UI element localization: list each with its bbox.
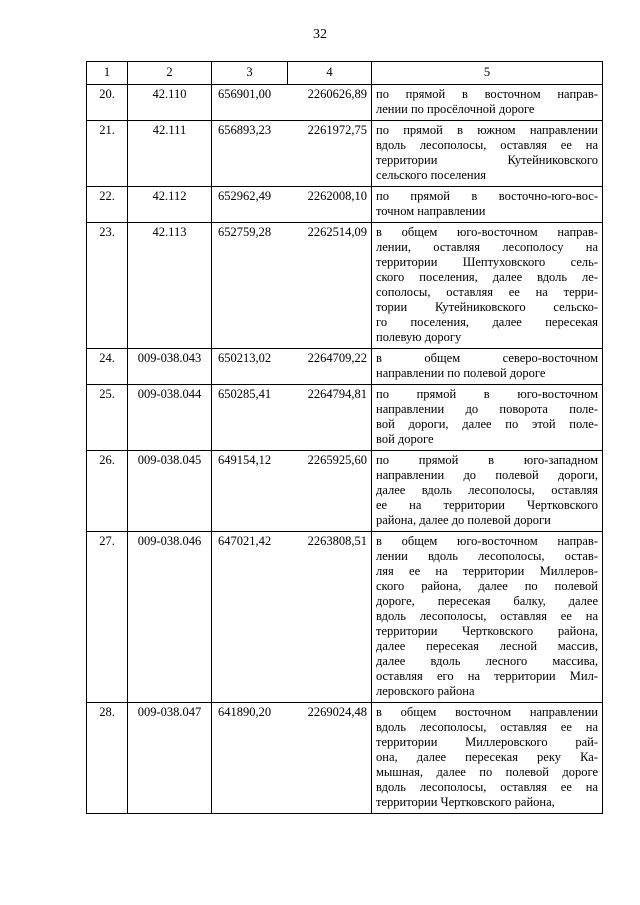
header-cell: 2	[128, 62, 212, 85]
description-line: мышная, далее по полевой дороге	[376, 765, 598, 779]
header-cell: 3	[212, 62, 288, 85]
coordinates-table	[86, 61, 603, 814]
description-line: полевую дорогу	[376, 330, 462, 344]
description-line: в общем юго-восточном направ-	[376, 534, 598, 548]
row-number-cell: 26.	[87, 451, 128, 532]
description-line: по прямой в восточно-юго-вос-	[376, 189, 598, 203]
description-line: по прямой в восточном направ-	[376, 87, 598, 101]
description-cell	[372, 85, 603, 121]
point-code-cell: 009-038.045	[128, 451, 212, 532]
description-line: территории Кутейниковского	[376, 153, 598, 167]
description-line: по прямой в южном направлении	[376, 123, 598, 137]
description-line: по прямой в юго-западном	[376, 453, 598, 467]
table-header-row	[87, 62, 603, 85]
description-line: в общем северо-восточном	[376, 351, 598, 365]
description-cell	[372, 532, 603, 703]
description-line: ского поселения, далее вдоль ле-	[376, 270, 598, 284]
coordinate-x-cell: 649154,12	[212, 451, 288, 532]
description-line: точном направлении	[376, 204, 486, 218]
coordinate-y-cell: 2264794,81	[288, 385, 372, 451]
coordinate-y-cell: 2264709,22	[288, 349, 372, 385]
description-line: лении по просёлочной дороге	[376, 102, 535, 116]
row-number-cell: 27.	[87, 532, 128, 703]
coordinate-y-cell: 2263808,51	[288, 532, 372, 703]
coordinate-x-cell: 641890,20	[212, 703, 288, 814]
description-line: вой дороги, далее по этой поле-	[376, 417, 598, 431]
coordinate-x-cell: 650285,41	[212, 385, 288, 451]
description-line: ского района, далее по полевой	[376, 579, 598, 593]
description-line: территории Миллеровского рай-	[376, 735, 598, 749]
coordinate-x-cell: 650213,02	[212, 349, 288, 385]
description-line: далее вдоль лесополосы, оставляя	[376, 483, 598, 497]
row-number-cell: 23.	[87, 223, 128, 349]
coordinate-x-cell: 652759,28	[212, 223, 288, 349]
header-cell: 5	[372, 62, 603, 85]
coordinate-y-cell: 2269024,48	[288, 703, 372, 814]
point-code-cell: 009-038.046	[128, 532, 212, 703]
table-row	[87, 85, 603, 121]
row-number-cell: 25.	[87, 385, 128, 451]
table-row	[87, 451, 603, 532]
description-line: леровского района	[376, 684, 475, 698]
row-number-cell: 21.	[87, 121, 128, 187]
coordinate-y-cell: 2262008,10	[288, 187, 372, 223]
description-line: вдоль лесополосы, оставляя ее на	[376, 138, 598, 152]
description-line: далее пересекая лесной массив,	[376, 639, 598, 653]
description-line: она, далее пересекая реку Ка-	[376, 750, 598, 764]
coordinate-y-cell: 2262514,09	[288, 223, 372, 349]
description-line: территории Чертковского района,	[376, 624, 598, 638]
description-line: лении, оставляя лесополосу на	[376, 240, 598, 254]
description-cell	[372, 451, 603, 532]
coordinate-x-cell: 656893,23	[212, 121, 288, 187]
description-line: вдоль лесополосы, оставляя ее на	[376, 720, 598, 734]
coordinate-x-cell: 647021,42	[212, 532, 288, 703]
description-line: вой дороге	[376, 432, 434, 446]
description-cell	[372, 187, 603, 223]
description-line: вдоль лесополосы, оставляя ее на	[376, 609, 598, 623]
table-row	[87, 121, 603, 187]
description-line: района, далее до полевой дороги	[376, 513, 551, 527]
description-line: по прямой в юго-восточном	[376, 387, 598, 401]
point-code-cell: 42.113	[128, 223, 212, 349]
description-line: направлении до полевой дороги,	[376, 468, 598, 482]
row-number-cell: 24.	[87, 349, 128, 385]
description-line: территории Шептуховского сель-	[376, 255, 598, 269]
description-line: далее вдоль лесного массива,	[376, 654, 598, 668]
description-line: тории Кутейниковского сельско-	[376, 300, 598, 314]
point-code-cell: 42.112	[128, 187, 212, 223]
description-line: в общем юго-восточном направ-	[376, 225, 598, 239]
description-cell	[372, 703, 603, 814]
point-code-cell: 009-038.047	[128, 703, 212, 814]
coordinate-x-cell: 656901,00	[212, 85, 288, 121]
point-code-cell: 42.111	[128, 121, 212, 187]
description-cell	[372, 121, 603, 187]
description-line: дороге, пересекая балку, далее	[376, 594, 598, 608]
point-code-cell: 009-038.044	[128, 385, 212, 451]
table-row	[87, 703, 603, 814]
point-code-cell: 009-038.043	[128, 349, 212, 385]
header-cell: 4	[288, 62, 372, 85]
row-number-cell: 22.	[87, 187, 128, 223]
description-line: территории Чертковского района,	[376, 795, 555, 809]
description-cell	[372, 385, 603, 451]
description-line: направлении по полевой дороге	[376, 366, 546, 380]
description-line: сельского поселения	[376, 168, 487, 182]
row-number-cell: 28.	[87, 703, 128, 814]
description-line: оставляя его на территории Мил-	[376, 669, 598, 683]
description-line: направлении до поворота поле-	[376, 402, 598, 416]
description-line: вдоль лесополосы, оставляя ее на	[376, 780, 598, 794]
header-cell: 1	[87, 62, 128, 85]
table-row	[87, 187, 603, 223]
table-row	[87, 532, 603, 703]
table-row	[87, 223, 603, 349]
description-line: ляя ее на территории Миллеров-	[376, 564, 598, 578]
coordinate-y-cell: 2265925,60	[288, 451, 372, 532]
coordinate-x-cell: 652962,49	[212, 187, 288, 223]
description-line: сополосы, оставляя ее на терри-	[376, 285, 598, 299]
description-line: го поселения, далее пересекая	[376, 315, 598, 329]
description-cell	[372, 223, 603, 349]
table-row	[87, 349, 603, 385]
description-line: в общем восточном направлении	[376, 705, 598, 719]
coordinate-y-cell: 2260626,89	[288, 85, 372, 121]
description-cell	[372, 349, 603, 385]
row-number-cell: 20.	[87, 85, 128, 121]
table-row	[87, 385, 603, 451]
description-line: ее на территории Чертковского	[376, 498, 598, 512]
point-code-cell: 42.110	[128, 85, 212, 121]
page-number: 32	[313, 27, 327, 42]
description-line: лении вдоль лесополосы, остав-	[376, 549, 598, 563]
coordinate-y-cell: 2261972,75	[288, 121, 372, 187]
